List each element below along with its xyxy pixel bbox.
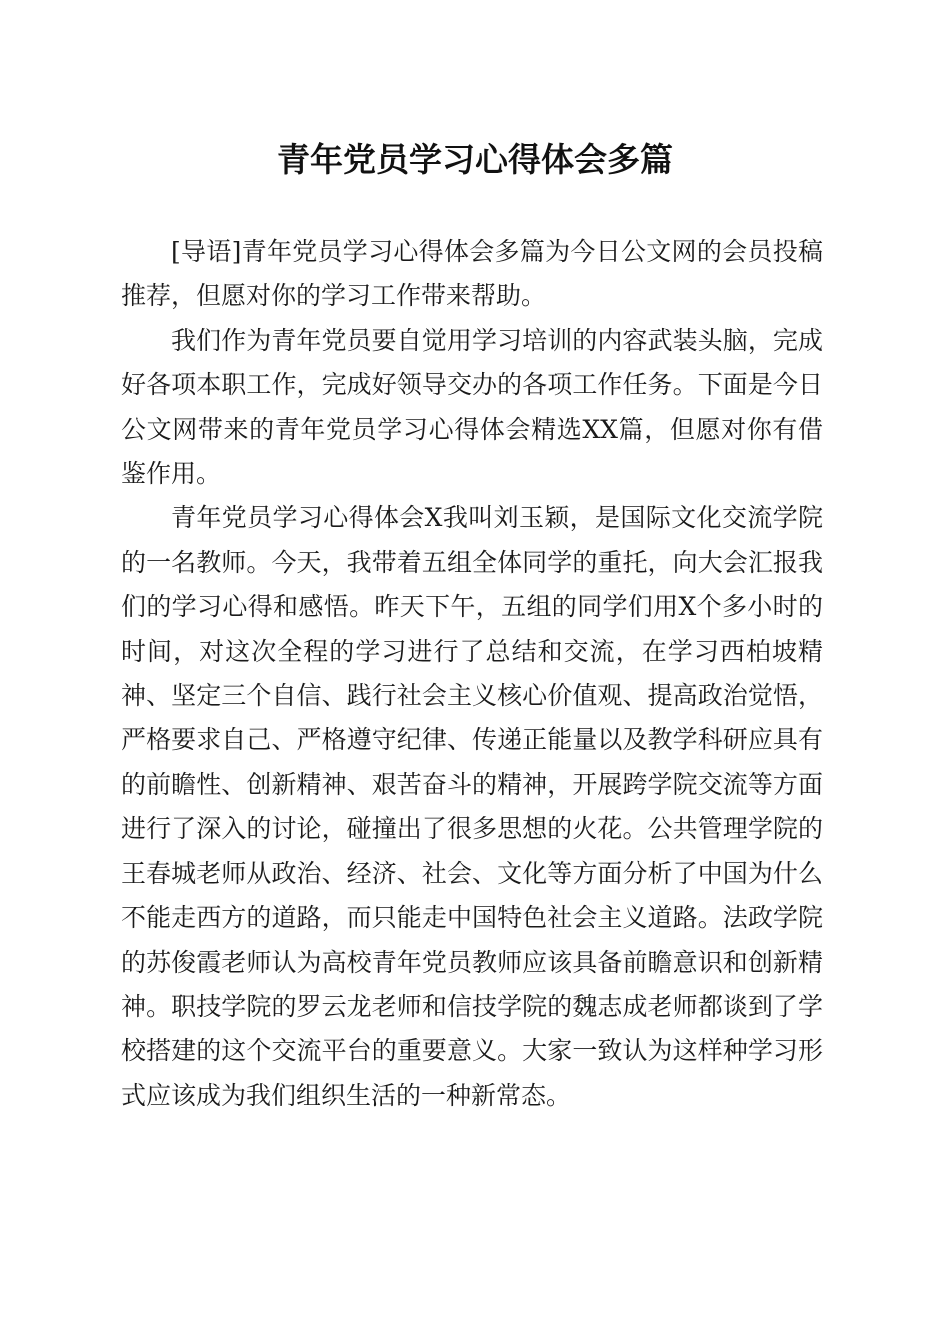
intro-paragraph: [导语]青年党员学习心得体会多篇为今日公文网的会员投稿推荐，但愿对你的学习工作带来帮助。	[121, 237, 823, 311]
document-body	[121, 230, 823, 1118]
body-paragraph: 青年党员学习心得体会X我叫刘玉颖，是国际文化交流学院的一名教师。今天，我带着五组全体同学的重托，向大会汇报我们的学习心得和感悟。昨天下午，五组的同学们用X个多小时的时间，对这次全程的学习进行了总结和交流，在学习西柏坡精神、坚定三个自信、践行社会主义核心价值观、提高政治觉悟，严格要求自己、严格遵守纪律、传递正能量以及教学科研应具有的前瞻性、创新精神、艰苦奋斗的精神，开展跨学院交流等方面进行了深入的讨论，碰撞出了很多思想的火花。公共管理学院的王春城老师从政治、经济、社会、文化等方面分析了中国为什么不能走西方的道路，而只能走中国特色社会主义道路。法政学院的苏俊霞老师认为高校青年党员教师应该具备前瞻意识和创新精神。职技学院的罗云龙老师和信技学院的魏志成老师都谈到了学校搭建的这个交流平台的重要意义。大家一致认为这样种学习形式应该成为我们组织生活的一种新常态。	[121, 503, 823, 1110]
document-title: 青年党员学习心得体会多篇	[277, 140, 673, 179]
body-paragraph: 我们作为青年党员要自觉用学习培训的内容武装头脑，完成好各项本职工作，完成好领导交办的各项工作任务。下面是今日公文网带来的青年党员学习心得体会精选XX篇，但愿对你有借鉴作用。	[121, 325, 823, 489]
